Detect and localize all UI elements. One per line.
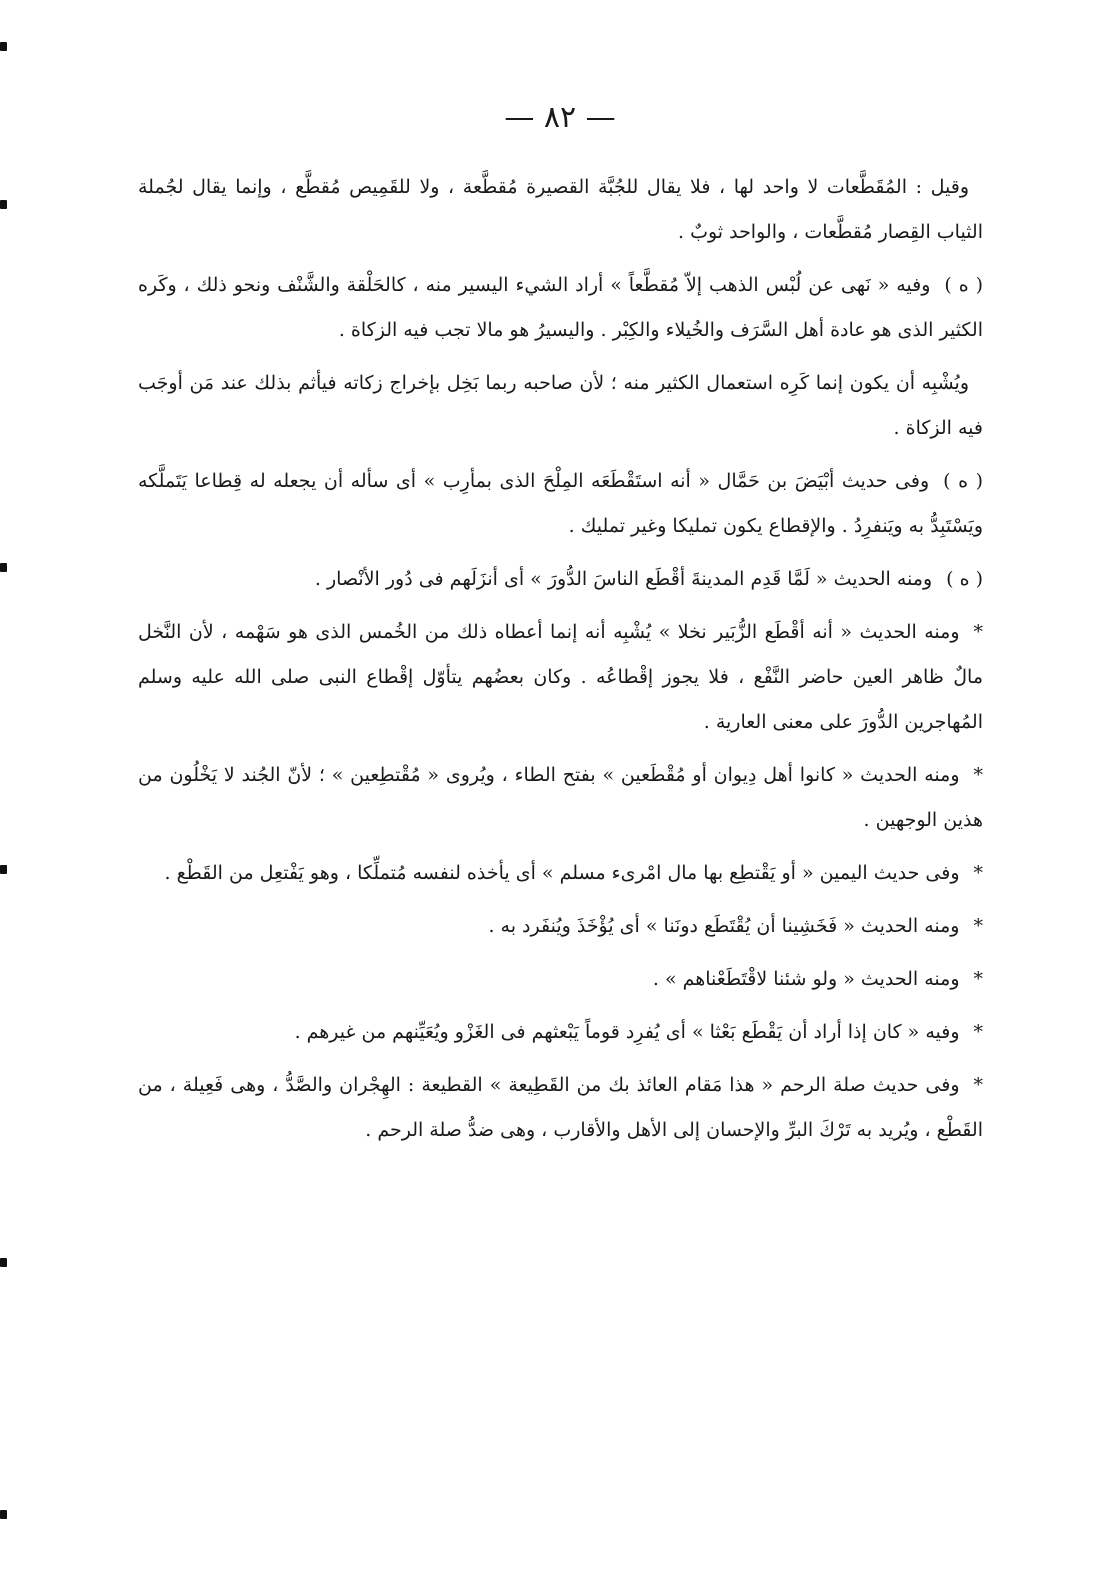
- paragraph-marker: *: [973, 915, 983, 937]
- paragraph-marker: ( ه ): [944, 274, 983, 296]
- scan-edge-mark: [0, 1258, 7, 1267]
- paragraph: [138, 165, 983, 255]
- paragraph: [138, 459, 983, 549]
- paragraph-text: ويُشْبِه أن يكون إنما كَرِه استعمال الكثير منه ؛ لأن صاحبه ربما بَخِل بإخراج زكاته فيأثم بذلك عند مَن أوجَب فيه الزكاة .: [138, 372, 983, 439]
- paragraph-marker: ( ه ): [943, 470, 984, 492]
- paragraph: [138, 1063, 983, 1153]
- paragraph: [138, 904, 983, 949]
- body-text: [138, 165, 983, 1161]
- paragraph-marker: *: [973, 1074, 983, 1096]
- paragraph-text: ومنه الحديث « أنه أقْطَع الزُّبَير نخلا » يُشْبِه أنه إنما أعطاه ذلك من الخُمس الذى هو سَهْمه ، لأن النَّخل مالٌ ظاهر العين حاضر النَّفْع ، فلا يجوز إقْطاعُه . وكان بعضُهم يتأوّل إقْطاع النبى صلى الله عليه وسلم المُهاجرين الدُّورَ على معنى العارية .: [138, 621, 983, 733]
- paragraph: [138, 557, 983, 602]
- paragraph-text: وفيه « كان إذا أراد أن يَقْطَع بَعْثا » أى يُفرِد قوماً يَبْعثهم فى الغَزْو ويُعَيِّنهم من غيرهم .: [294, 1021, 960, 1043]
- scan-edge-mark: [0, 865, 7, 874]
- paragraph: [138, 753, 983, 843]
- paragraph-text: ومنه الحديث « ولو شئنا لاقْتَطَعْناهم » .: [652, 968, 960, 990]
- paragraph-marker: ( ه ): [946, 568, 983, 590]
- paragraph: [138, 957, 983, 1002]
- scan-edge-mark: [0, 1510, 7, 1519]
- paragraph-marker: *: [973, 621, 983, 643]
- paragraph-text: وفى حديث أبْيَضَ بن حَمَّال « أنه استَقْطَعَه المِلْحَ الذى بمأرِب » أى سأله أن يجعله له قِطاعا يَتَملَّكه ويَسْتَبِدُّ به ويَنفرِدُ . والإقطاع يكون تمليكا وغير تمليك .: [138, 470, 983, 537]
- scan-edge-mark: [0, 200, 7, 209]
- paragraph-text: وفى حديث اليمين « أو يَقْتطِع بها مال امْرىء مسلم » أى يأخذه لنفسه مُتملِّكا ، وهو يَفْتعِل من القَطْع .: [164, 862, 960, 884]
- paragraph-marker: *: [973, 1021, 983, 1043]
- paragraph-text: ومنه الحديث « لَمَّا قَدِم المدينةَ أقْطَع الناسَ الدُّورَ » أى أنزَلَهم فى دُور الأنْصار .: [314, 568, 933, 590]
- paragraph-text: وفيه « نَهى عن لُبْس الذهب إلاّ مُقطَّعاً » أراد الشيء اليسير منه ، كالحَلْقة والشَّنْف ونحو ذلك ، وكَره الكثير الذى هو عادة أهل السَّرَف والخُيلاء والكِبْر . واليسيرُ هو مالا تجب فيه الزكاة .: [138, 274, 983, 341]
- paragraph: [138, 1010, 983, 1055]
- paragraph: [138, 263, 983, 353]
- paragraph: [138, 361, 983, 451]
- paragraph-text: وفى حديث صلة الرحم « هذا مَقام العائذ بك من القَطِيعة » القطيعة : الهِجْران والصَّدُّ ، وهى فَعِيلة ، من القَطْع ، ويُريد به تَرْكَ البرِّ والإحسان إلى الأهل والأقارب ، وهى ضدُّ صلة الرحم .: [138, 1074, 983, 1141]
- paragraph-text: وقيل : المُقَطَّعات لا واحد لها ، فلا يقال للجُبَّة القصيرة مُقطَّعة ، ولا للقَمِيص مُقطَّع ، وإنما يقال لجُملة الثياب القِصار مُقطَّعات ، والواحد ثوبٌ .: [138, 176, 983, 243]
- page-number: — ٨٢ —: [504, 100, 616, 135]
- paragraph: [138, 610, 983, 745]
- paragraph-marker: *: [973, 862, 983, 884]
- paragraph-marker: *: [973, 968, 983, 990]
- scan-edge-mark: [0, 563, 7, 572]
- paragraph-text: ومنه الحديث « كانوا أهل دِيوان أو مُقْطَعين » بفتح الطاء ، ويُروى « مُقْتطِعين » ؛ لأنّ الجُند لا يَخْلُون من هذين الوجهين .: [138, 764, 983, 831]
- paragraph-text: ومنه الحديث « فَخَشِينا أن يُقْتَطَع دونَنا » أى يُؤْخَذَ ويُنفَرد به .: [488, 915, 960, 937]
- scan-edge-mark: [0, 42, 7, 51]
- paragraph-marker: *: [973, 764, 983, 786]
- paragraph: [138, 851, 983, 896]
